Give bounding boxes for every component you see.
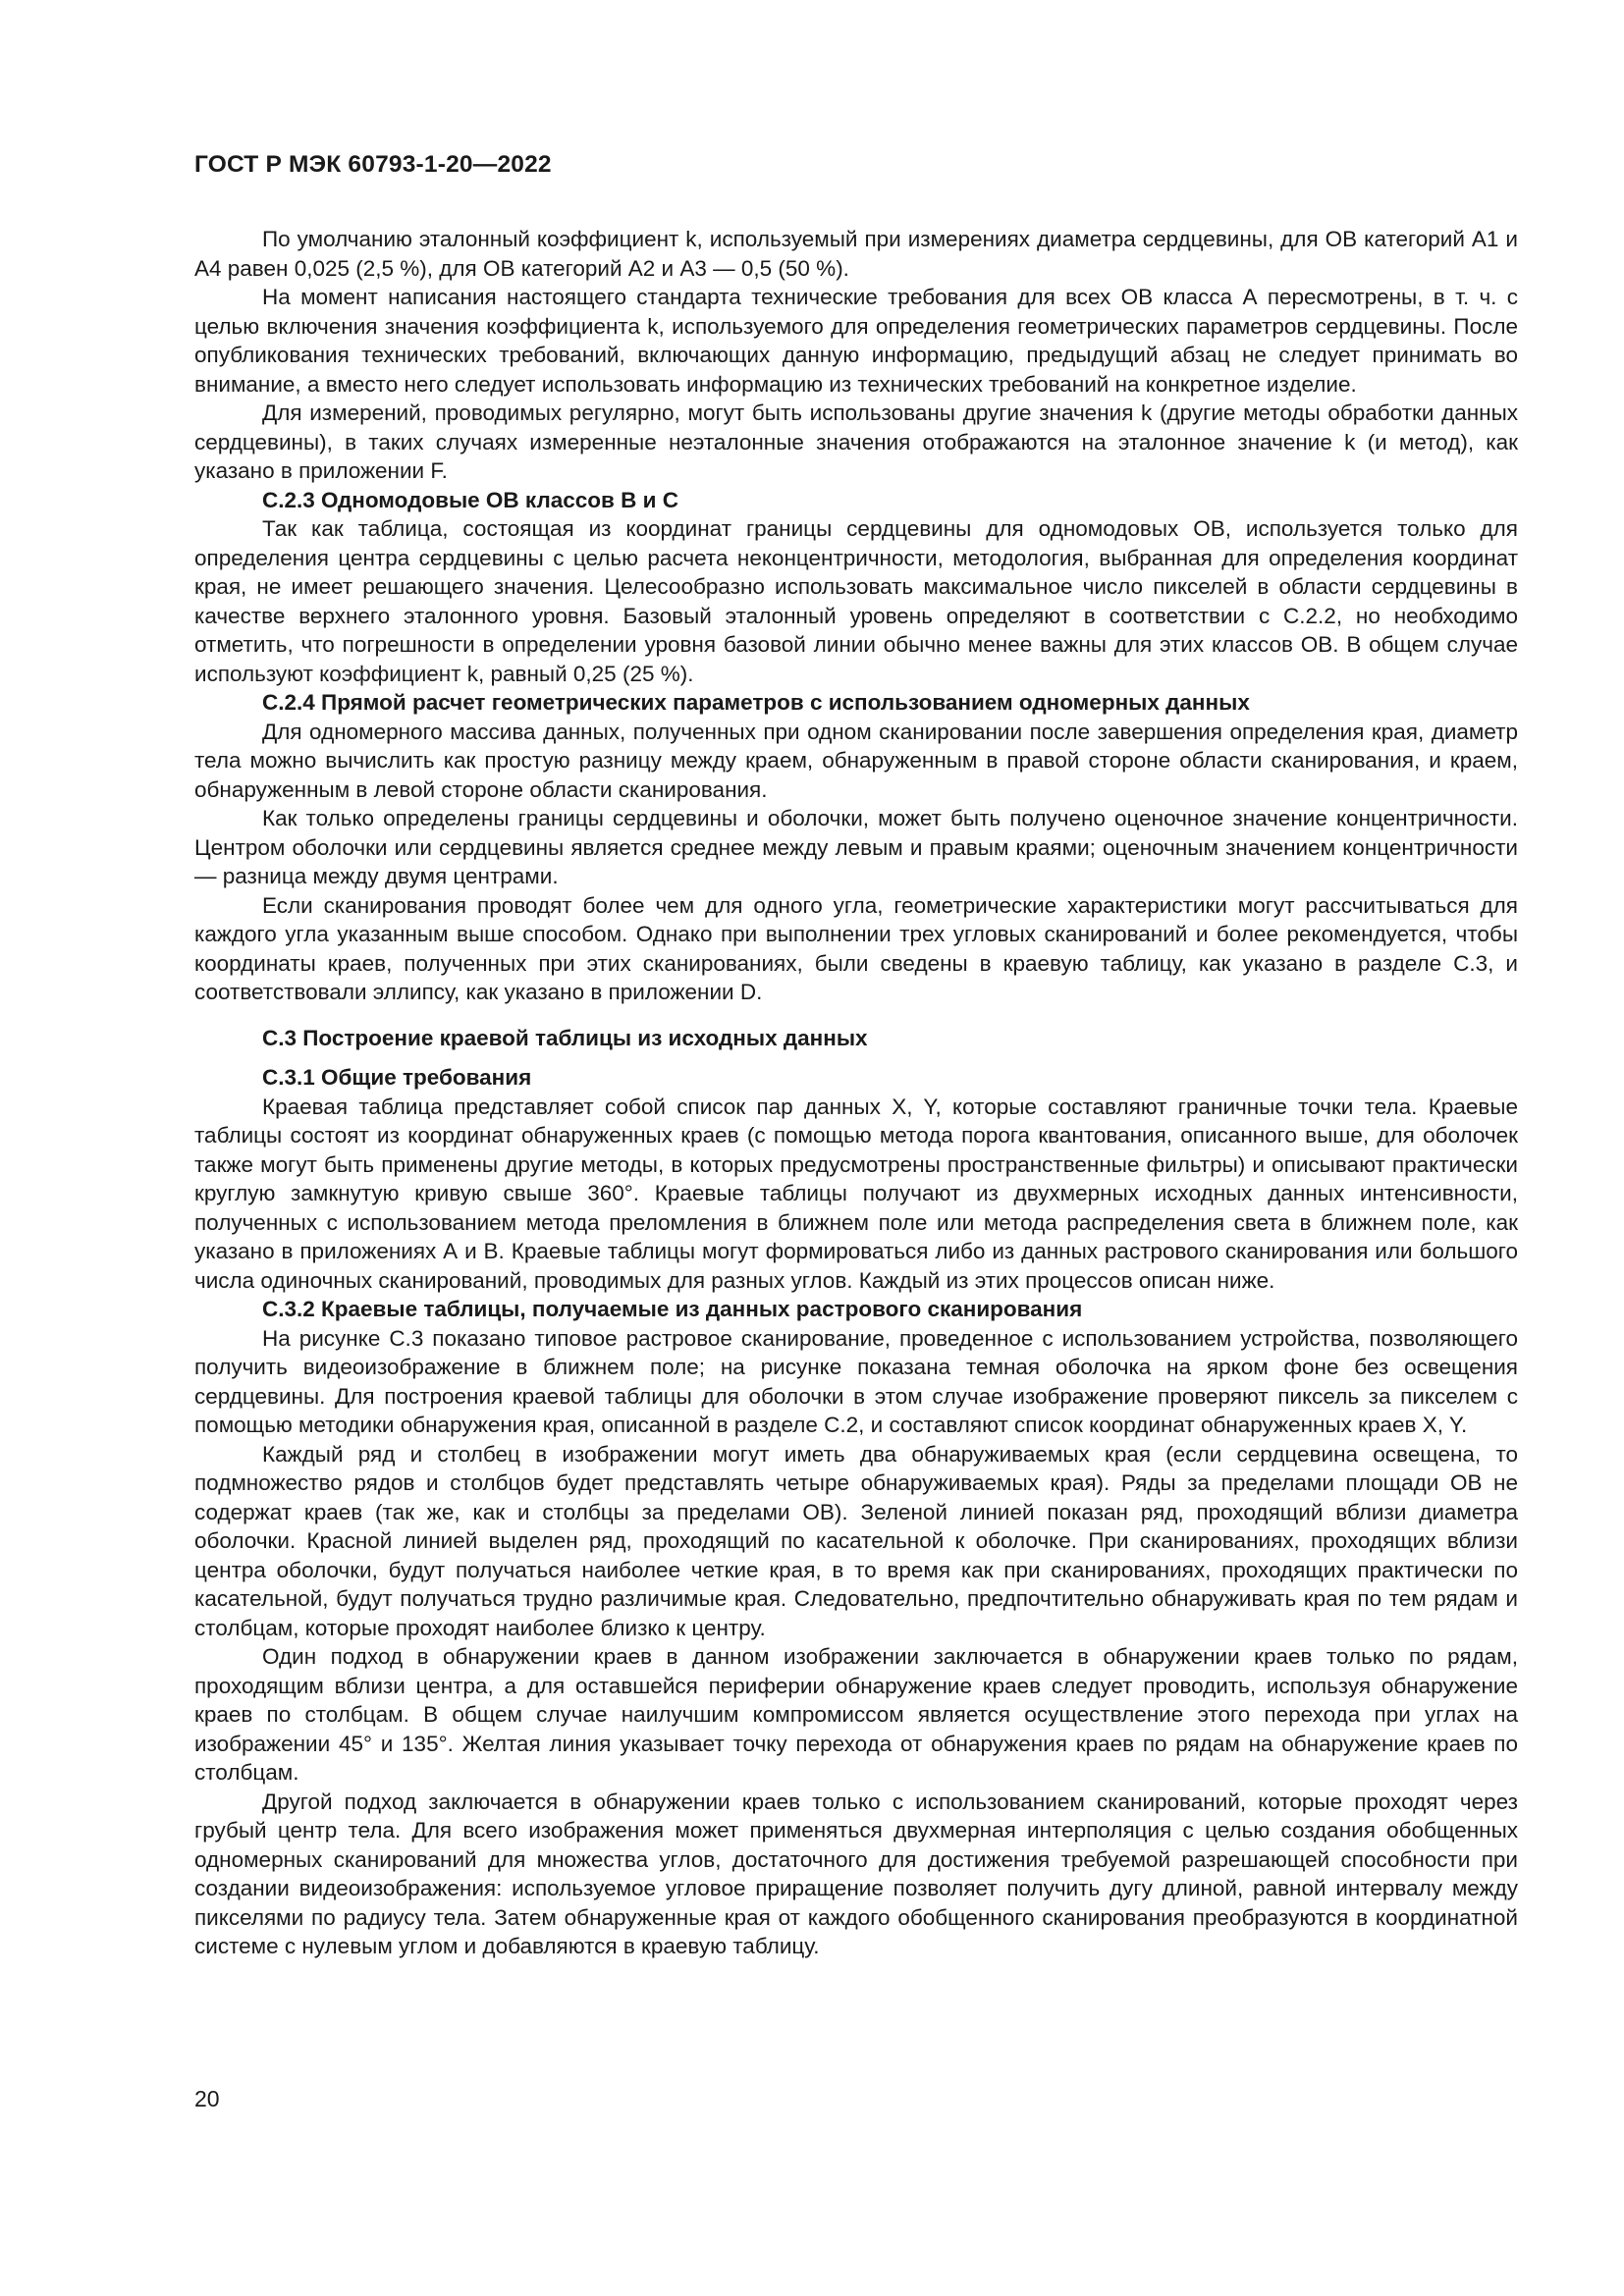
paragraph: По умолчанию эталонный коэффициент k, используемый при измерениях диаметра сердцевины, для ОВ категорий А1 и А4 равен 0,025 (2,5 %), для ОВ категорий А2 и А3 — 0,5 (50 %). [194,227,1518,281]
section-heading-c3: С.3 Построение краевой таблицы из исходных данных [262,1025,868,1050]
paragraph: Если сканирования проводят более чем для одного угла, геометрические характеристики могут рассчитываться для каждого угла указанным выше способом. Однако при выполнении трех угловых сканирований и более рекомендуется, чтобы координаты краев, полученных при этих сканированиях, были сведены в краевую таблицу, как указано в разделе С.3, и соответствовали эллипсу, как указано в приложении D. [194,892,1518,1004]
paragraph: Для одномерного массива данных, полученных при одном сканировании после завершения определения края, диаметр тела можно вычислить как простую разницу между краем, обнаруженным в правой стороне области сканирования, и краем, обнаруженным в левой стороне области сканирования. [194,719,1518,802]
paragraph: Для измерений, проводимых регулярно, могут быть использованы другие значения k (другие методы обработки данных сердцевины), в таких случаях измеренные неэталонные значения отображаются на эталонное значение k (и метод), как указано в приложении F. [194,400,1518,483]
document-body [194,225,1518,1961]
paragraph: Краевая таблица представляет собой список пар данных X, Y, которые составляют граничные точки тела. Краевые таблицы состоят из координат обнаруженных краев (с помощью метода порога квантования, описанного выше, для оболочек также могут быть применены другие методы, в которых предусмотрены пространственные фильтры) и описывают практически круглую замкнутую кривую свыше 360°. Краевые таблицы получают из двухмерных исходных данных интенсивности, полученных с использованием метода преломления в ближнем поле или метода распределения света в ближнем поле, как указано в приложениях А и В. Краевые таблицы могут формироваться либо из данных растрового сканирования или большого числа одиночных сканирований, проводимых для разных углов. Каждый из этих процессов описан ниже. [194,1094,1518,1293]
paragraph: На момент написания настоящего стандарта технические требования для всех ОВ класса А пересмотрены, в т. ч. с целью включения значения коэффициента k, используемого для определения геометрических параметров сердцевины. После опубликования технических требований, включающих данную информацию, предыдущий абзац не следует принимать во внимание, а вместо него следует использовать информацию из технических требований на конкретное изделие. [194,285,1518,397]
page-number: 20 [194,2086,220,2111]
section-heading-c24: С.2.4 Прямой расчет геометрических параметров с использованием одномерных данных [262,690,1250,715]
section-heading-c23: С.2.3 Одномодовые ОВ классов В и С [262,487,678,512]
paragraph: Так как таблица, состоящая из координат границы сердцевины для одномодовых ОВ, используется только для определения центра сердцевины с целью расчета неконцентричности, методология, выбранная для определения координат края, не имеет решающего значения. Целесообразно использовать максимальное число пикселей в области сердцевины в качестве верхнего эталонного уровня. Базовый эталонный уровень определяют в соответствии с С.2.2, но необходимо отметить, что погрешности в определении уровня базовой линии обычно менее важны для этих классов ОВ. В общем случае используют коэффициент k, равный 0,25 (25 %). [194,516,1518,686]
document-header: ГОСТ Р МЭК 60793-1-20—2022 [194,151,552,178]
section-heading-c32: С.3.2 Краевые таблицы, получаемые из данных растрового сканирования [262,1297,1083,1321]
paragraph: Один подход в обнаружении краев в данном изображении заключается в обнаружении краев только по рядам, проходящим вблизи центра, а для оставшейся периферии обнаружение краев следует проводить, используя обнаружение краев по столбцам. В общем случае наилучшим компромиссом является осуществление этого перехода при углах на изображении 45° и 135°. Желтая линия указывает точку перехода от обнаружения краев по рядам на обнаружение краев по столбцам. [194,1644,1518,1785]
paragraph: Другой подход заключается в обнаружении краев только с использованием сканирований, которые проходят через грубый центр тела. Для всего изображения может применяться двухмерная интерполяция с целью создания обобщенных одномерных сканирований для множества углов, достаточного для достижения требуемой разрешающей способности при создании видеоизображения: используемое угловое приращение позволяет получить дугу длиной, равной интервалу между пикселями по радиусу тела. Затем обнаруженные края от каждого обобщенного сканирования преобразуются в координатной системе с нулевым углом и добавляются в краевую таблицу. [194,1789,1518,1958]
paragraph: Как только определены границы сердцевины и оболочки, может быть получено оценочное значение концентричности. Центром оболочки или сердцевины является среднее между левым и правым краями; оценочным значением концентричности — разница между двумя центрами. [194,806,1518,888]
section-heading-c31: С.3.1 Общие требования [262,1065,532,1090]
paragraph: На рисунке С.3 показано типовое растровое сканирование, проведенное с использованием устройства, позволяющего получить видеоизображение в ближнем поле; на рисунке показана темная оболочка на ярком фоне без освещения сердцевины. Для построения краевой таблицы для оболочки в этом случае изображение проверяют пиксель за пикселем с помощью методики обнаружения края, описанной в разделе С.2, и составляют список координат обнаруженных краев X, Y. [194,1325,1518,1437]
paragraph: Каждый ряд и столбец в изображении могут иметь два обнаруживаемых края (если сердцевина освещена, то подмножество рядов и столбцов будет представлять четыре обнаруживаемых края). Ряды за пределами площади ОВ не содержат краев (так же, как и столбцы за пределами ОВ). Зеленой линией показан ряд, проходящий вблизи диаметра оболочки. Красной линией выделен ряд, проходящий по касательной к оболочке. При сканированиях, проходящих вблизи центра оболочки, будут получаться наиболее четкие края, в то время как при сканированиях, проходящих практически по касательной, будут получаться трудно различимые края. Следовательно, предпочтительно обнаруживать края по тем рядам и столбцам, которые проходят наиболее близко к центру. [194,1441,1518,1640]
